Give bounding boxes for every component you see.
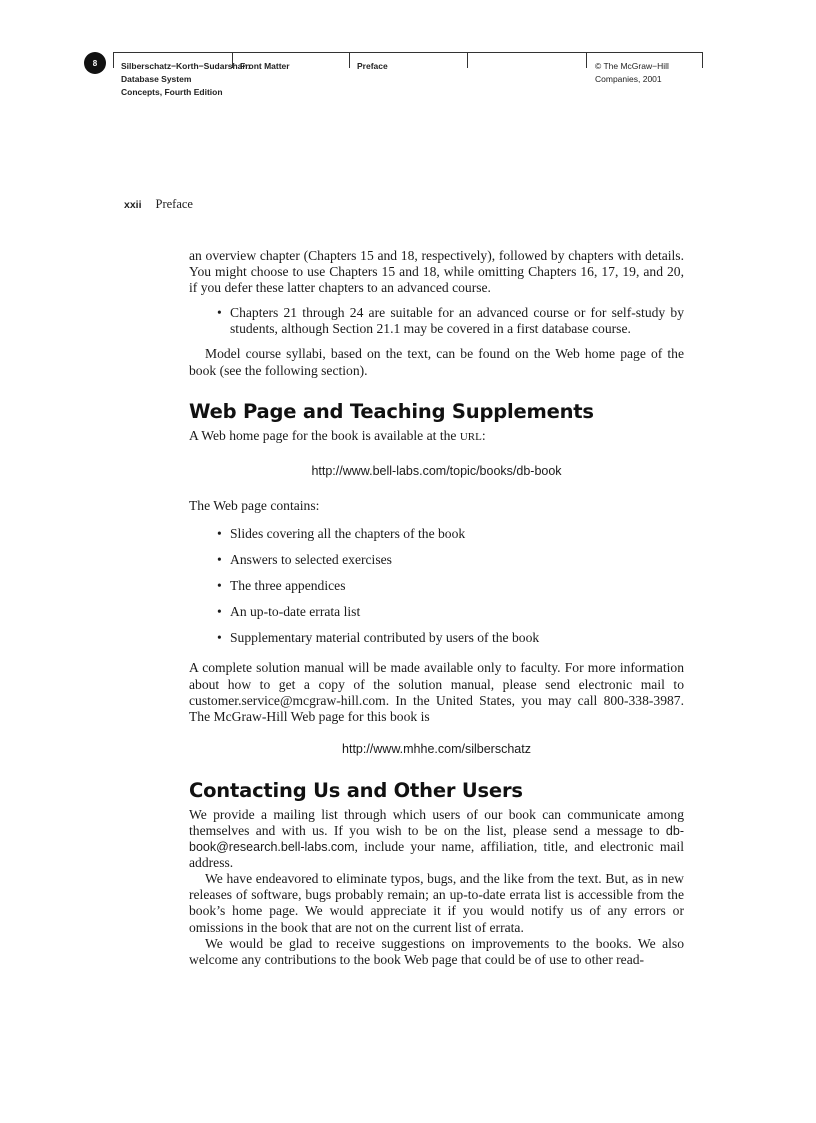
header-chapter: Preface (357, 61, 388, 71)
publisher-header (0, 52, 816, 112)
bullet-icon: • (217, 525, 222, 541)
syllabi-paragraph: Model course syllabi, based on the text, can be found on the Web home page of the book (see the following section). (189, 346, 684, 378)
mailing-list-email: db-book@research.bell-labs.com (189, 823, 684, 855)
section-heading-web: Web Page and Teaching Supplements (189, 399, 594, 423)
list-item: • Slides covering all the chapters of the book (217, 525, 466, 541)
errata-paragraph: We have endeavored to eliminate typos, bugs, and the like from the text. But, as in new releases of software, bugs probably remain; an up-to-date errata list is accessible from the book’s home page. We would appreciate it if you would notify us of any errors or omissions in the book that are not on the current list of errata. (189, 871, 684, 935)
list-item: • Chapters 21 through 24 are suitable for an advanced course or for self-study by students, although Section 21.1 may be covered in a first database course. (217, 305, 684, 337)
section-heading-contact: Contacting Us and Other Users (189, 778, 523, 802)
suggestions-paragraph: We would be glad to receive suggestions on improvements to the books. We also welcome any contributions to the book Web page that could be of use to other read- (189, 935, 684, 967)
header-copyright: © The McGraw−Hill Companies, 2001 (595, 61, 669, 84)
bullet-icon: • (217, 630, 222, 646)
header-divider (467, 52, 468, 68)
bullet-icon: • (217, 305, 222, 321)
list-item: • Answers to selected exercises (217, 552, 392, 568)
running-head (124, 197, 193, 212)
header-part: Front Matter (240, 61, 290, 71)
list-item: • The three appendices (217, 578, 346, 594)
header-divider (349, 52, 350, 68)
mhhe-url: http://www.mhhe.com/silberschatz (342, 741, 531, 756)
solution-manual-paragraph: A complete solution manual will be made available only to faculty. For more information about how to get a copy of the solution manual, please send electronic mail to customer.service@mcgraw-hill.com. In the United States, you may call 800-338-3987. The McGraw-Hill Web page for this book is (189, 660, 684, 724)
page-number-badge: 8 (84, 52, 106, 74)
bullet-continuation: an overview chapter (Chapters 15 and 18, respectively), followed by chapters with details. You might choose to use Chapters 15 and 18, while omitting Chapters 16, 17, 19, and 20, if you defer these latter chapters to an advanced course. (189, 248, 684, 296)
web-contents-list (189, 526, 684, 646)
header-rule (113, 52, 702, 53)
list-item: • Supplementary material contributed by users of the book (217, 630, 540, 646)
header-divider (586, 52, 587, 68)
page-body (189, 248, 684, 968)
bullet-icon: • (217, 578, 222, 594)
web-intro-paragraph: A Web home page for the book is available at the URL: (189, 427, 486, 443)
bullet-icon: • (217, 552, 222, 568)
bullet-icon: • (217, 604, 222, 620)
list-item: • An up-to-date errata list (217, 604, 361, 620)
web-contains-text: The Web page contains: (189, 497, 320, 513)
running-head-title: Preface (155, 197, 193, 211)
book-url: http://www.bell-labs.com/topic/books/db-book (311, 463, 562, 478)
header-book-title: Silberschatz−Korth−Sudarshan: Database System Concepts, Fourth Edition (121, 61, 251, 97)
mailing-list-paragraph: We provide a mailing list through which users of our book can communicate among themselves and with us. If you wish to be on the list, please send a message to db-book@research.bell-labs.com, include your name, affiliation, title, and electronic mail address. (189, 806, 684, 871)
header-divider (702, 52, 703, 68)
running-head-page: xxii (124, 199, 142, 211)
header-divider (113, 52, 114, 68)
